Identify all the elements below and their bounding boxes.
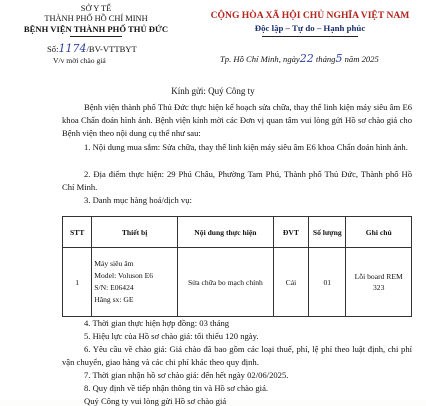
date-month-word: tháng <box>315 54 336 64</box>
nation-motto: Độc lập – Tự do – Hạnh phúc <box>254 23 366 33</box>
doc-number-handwritten: 1174 <box>58 42 87 55</box>
nation-title: CỘNG HÒA XÃ HỘI CHỦ NGHĨA VIỆT NAM <box>210 10 410 21</box>
doc-number-prefix: Số: <box>47 44 59 54</box>
device-line-1: Máy siêu âm <box>94 259 134 268</box>
item-4: 4. Thời gian thực hiện hợp đồng: 03 tháng <box>84 318 230 328</box>
th-note: Ghi chú <box>346 217 412 248</box>
date-day-handwritten: 22 <box>299 52 314 65</box>
item-3: 3. Danh mục hàng hoá/dịch vụ: <box>84 195 192 205</box>
cell-stt: 1 <box>63 248 92 317</box>
city-name: THÀNH PHỐ HỒ CHÍ MINH <box>44 14 148 23</box>
th-content: Nội dung thực hiện <box>177 217 273 248</box>
th-unit: ĐVT <box>273 217 308 248</box>
item-8: 8. Quy định về tiếp nhận thông tin và Hồ sơ chào giá. <box>84 383 269 393</box>
item-9: Quý Công ty vui lòng gửi Hồ sơ chào giá <box>84 396 227 406</box>
date-prefix: Tp. Hồ Chí Minh, ngày <box>220 54 300 64</box>
table-header-row <box>63 217 412 248</box>
device-line-3: S/N: E06424 <box>94 283 134 292</box>
services-table <box>62 216 412 317</box>
cell-content: Sửa chữa bo mạch chính <box>177 248 273 317</box>
doc-subject: V/v mời chào giá <box>53 56 106 65</box>
doc-number-suffix: /BV-VTTBYT <box>86 44 137 54</box>
header-left-underline <box>70 36 122 37</box>
device-line-2: Model: Voluson E6 <box>94 271 154 280</box>
doc-number <box>47 42 137 55</box>
item-1: 1. Nội dung mua sắm: Sửa chữa, thay thế linh kiện máy siêu âm E6 khoa Chẩn đoán hình ảnh. <box>84 142 408 152</box>
item-6: 6. Yêu cầu về chào giá: Giá chào đã bao gồm các loại thuế, phí, lệ phí theo luật định, chi phí vận chuyển, giao hàng và các chi phí khác theo quy định. <box>62 344 412 368</box>
th-qty: Số lượng <box>309 217 346 248</box>
device-line-4: Hãng sx: GE <box>94 295 134 304</box>
header-right-underline <box>262 36 358 37</box>
date-year: năm 2025 <box>344 54 379 64</box>
greeting: Kính gửi: Quý Công ty <box>171 86 255 96</box>
th-stt: STT <box>63 217 92 248</box>
doc-date <box>220 52 379 65</box>
hospital-name: BỆNH VIỆN THÀNH PHỐ THỦ ĐỨC <box>23 24 169 34</box>
table-row <box>63 248 412 317</box>
cell-unit: Cái <box>273 248 308 317</box>
intro-paragraph: Bệnh viện thành phố Thủ Đức thực hiện kế hoạch sửa chữa, thay thế linh kiện máy siêu âm E6 khoa Chẩn đoán hình ảnh. Bệnh viện kính mời các Đơn vị quan tâm vui lòng gửi Hồ sơ chào giá cho Bệnh viện theo nội dung cụ thể như sau: <box>62 102 412 139</box>
item-7: 7. Thời gian nhận hồ sơ chào giá: đến hết ngày 02/06/2025. <box>84 370 289 380</box>
th-device: Thiết bị <box>92 217 178 248</box>
cell-device <box>92 248 178 317</box>
date-month-handwritten: 5 <box>335 52 343 65</box>
item-5: 5. Hiệu lực của Hồ sơ chào giá: tối thiểu 120 ngày. <box>84 331 259 341</box>
department-name: SỞ Y TẾ <box>80 4 112 13</box>
cell-note: Lỗi board REM 323 <box>346 248 412 317</box>
cell-qty: 01 <box>309 248 346 317</box>
item-2: 2. Địa điểm thực hiện: 29 Phú Châu, Phường Tam Phú, Thành phố Thủ Đức, Thành phố Hồ Chí Minh. <box>62 169 412 193</box>
